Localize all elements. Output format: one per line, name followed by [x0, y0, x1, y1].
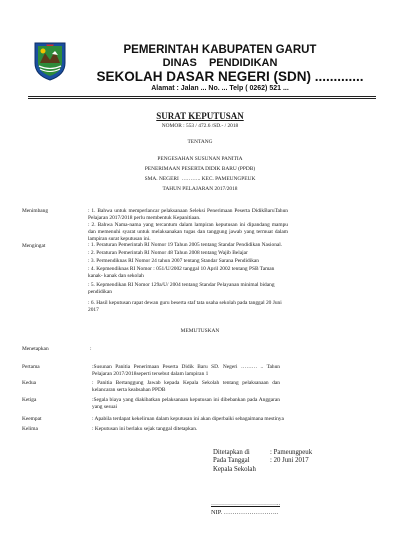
- decision-text: : Keputusan ini berlaku sejak tanggal ditetapkan.: [92, 426, 198, 432]
- decision-text: : Apabila terdapat kekeliruan dalam keputusan ini akan diperbaiki sebagaimana mestinya: [92, 416, 284, 422]
- header-line-3: SEKOLAH DASAR NEGERI (SDN) .............: [96, 69, 364, 84]
- decision-label: Ketiga: [22, 397, 37, 403]
- mengingat-label: Mengingat: [22, 243, 46, 249]
- header-line-2: DINAS PENDIDIKAN: [162, 57, 278, 69]
- signatory-nip: NIP. ……………………..: [211, 509, 279, 516]
- menetapkan-label: Menetapkan: [22, 346, 49, 352]
- menimbang-item: : 2. Bahwa Nama-nama yang tercantum dalam lampiran keputusan ini dipandang mampu dan memenuhi syarat untuk melaksanakan tugas dan tanggung jawab yang termuat dalam lampiran surat keputusan ini.: [88, 222, 288, 242]
- decision-text: :Segala biaya yang diakibatkan pelaksanaan keputusan ini dibebankan pada Anggaran yang sesuai: [92, 397, 280, 410]
- mengingat-item: : 2. Peraturan Pemerintah RI Nomor 48 Tahun 2008 tentang Wajib Belajar: [88, 250, 248, 256]
- mengingat-item: : 6. Hasil keputusan rapat dewan guru beserta staf tata usaha sekolah pada tanggal 20 Juni 2017: [88, 300, 282, 313]
- tanggal-value: : 20 Juni 2017: [270, 457, 309, 464]
- tentang-label: TENTANG: [187, 139, 213, 145]
- subject-line-1: PENGESAHAN SUSUNAN PANITIA: [157, 156, 243, 162]
- subject-line-2: PENERIMAAN PESERTA DIDIK BARU (PPDB): [144, 166, 256, 172]
- mengingat-item: : 5. Kepmendikan RI Nomor 129a/U/ 2004 tentang Standar Pelayanan minimal bidang pendidikan: [88, 282, 275, 295]
- decision-label: Pertama: [22, 364, 40, 370]
- menimbang-label: Menimbang: [22, 208, 49, 214]
- signatory-title: Kepala Sekolah: [213, 466, 256, 473]
- subject-line-4: TAHUN PELAJARAN 2017/2018: [162, 186, 238, 192]
- signatory-name-line: ……………………………..: [211, 501, 280, 507]
- menetapkan-colon: :: [90, 346, 92, 352]
- header-address: Alamat : Jalan ... No. ... Telp ( 0262) 521 ...: [151, 85, 289, 92]
- mengingat-item: : 3. Permendiknas RI Nomor 24 tahun 2007 tentang Standar Sarana Pendidikan: [88, 258, 259, 264]
- decision-text: :Susunan Panitia Penerimaan Peserta Didik Baru SD. Negeri ……… .. Tahun Pelajaran 2017/2018seperti tersebut dalam lampiran 1: [92, 364, 280, 377]
- decision-label: Keempat: [22, 416, 42, 422]
- ditetapkan-label: Ditetapkan di: [213, 449, 250, 456]
- header-divider: [28, 96, 376, 99]
- menimbang-item: : 1. Bahwa untuk memperlancar pelaksanaan Seleksi Penerimaan Peserta DidikBaruTahun Pelajaran 2017/2018 perlu membentuk Kepanitiaan.: [88, 208, 288, 221]
- ditetapkan-value: : Pameungpeuk: [270, 449, 313, 456]
- mengingat-item: : 1. Peraturan Pemerintah RI Nomor 19 Tahun 2005 tentang Standar Pendidikan Nasional.: [88, 242, 283, 248]
- subject-line-3: SMA. NEGERI ……….. KEC. PAMEUNGPEUK: [144, 176, 256, 182]
- decision-label: Kelima: [22, 426, 38, 432]
- mengingat-item: : 4. Kepmendiknas RI Nomor : 051/U/2002 tanggal 10 April 2002 tentang PSB Taman kanak- kanak dan sekolah: [88, 266, 275, 279]
- header-line-1: PEMERINTAH KABUPATEN GARUT: [123, 44, 317, 56]
- decision-label: Kedua: [22, 380, 37, 386]
- memutuskan-heading: MEMUTUSKAN: [180, 328, 220, 334]
- decree-number: NOMOR : 553 / 472.6 /SD.- / 2018: [161, 123, 239, 129]
- tanggal-label: Pada Tanggal: [213, 457, 250, 464]
- decision-text: : Panitia Bertanggung Jawab kepada Kepala Sekolah tentang pelaksanaan dan kelancaran serta keabsahan PPDB: [92, 380, 280, 393]
- decree-heading: SURAT KEPUTUSAN: [156, 111, 244, 121]
